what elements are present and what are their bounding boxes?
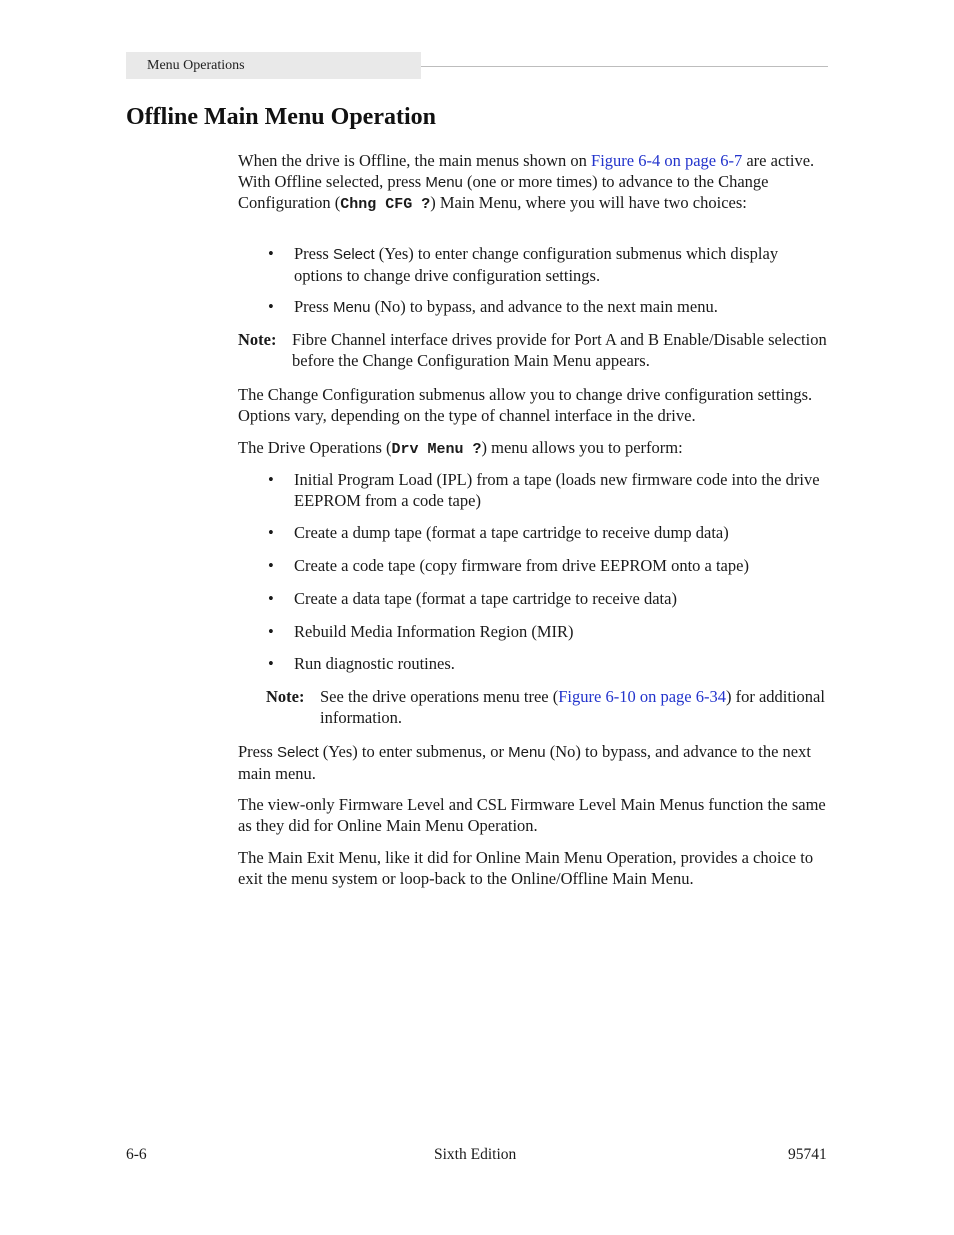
figure-6-10-link[interactable]: Figure 6-10 on page 6-34: [558, 687, 726, 706]
bullet-marker: •: [268, 654, 274, 673]
note-text: See the drive operations menu tree (Figure 6-10 on page 6-34) for additional information.: [320, 687, 825, 727]
figure-6-4-link[interactable]: Figure 6-4 on page 6-7: [591, 151, 743, 170]
note-text: Fibre Channel interface drives provide for Port A and B Enable/Disable selection before the Change Configuration Main Menu appears.: [292, 330, 827, 370]
menu-key: Menu: [425, 173, 463, 191]
bullet-marker: •: [268, 244, 274, 263]
paragraph-intro: When the drive is Offline, the main menus shown on Figure 6-4 on page 6-7 are active. With Offline selected, press Menu (one or more times) to advance to the Change Configuration (Chng CFG ?) Main Menu, where you will have two choices:: [238, 151, 815, 213]
list-item: Run diagnostic routines.: [294, 654, 455, 673]
select-key: Select: [332, 246, 375, 263]
menu-key: Menu: [508, 744, 546, 761]
paragraph-firmware-level: The view-only Firmware Level and CSL Firmware Level Main Menus function the same as they did for Online Main Menu Operation.: [238, 795, 826, 835]
note-label: Note:: [266, 687, 305, 706]
bullet-marker: •: [268, 523, 274, 542]
paragraph-drive-operations: The Drive Operations (Drv Menu ?) menu allows you to perform:: [238, 438, 683, 458]
running-header: [126, 52, 421, 79]
list-item: Initial Program Load (IPL) from a tape (loads new firmware code into the drive EEPROM from a code tape): [294, 470, 820, 510]
menu-key: Menu: [332, 299, 371, 316]
bullet-marker: •: [268, 556, 274, 575]
bullet-marker: •: [268, 589, 274, 608]
list-item: Create a code tape (copy firmware from drive EEPROM onto a tape): [294, 556, 749, 575]
list-item: Rebuild Media Information Region (MIR): [294, 622, 574, 641]
paragraph-change-config: The Change Configuration submenus allow you to change drive configuration settings. Options vary, depending on the type of channel interface in the drive.: [238, 385, 813, 425]
footer-doc-number: 95741: [788, 1146, 827, 1163]
list-item: Create a data tape (format a tape cartridge to receive data): [294, 589, 677, 608]
drv-menu-code: Drv Menu ?: [391, 441, 482, 458]
list-item: Create a dump tape (format a tape cartridge to receive dump data): [294, 523, 729, 542]
paragraph-main-exit: The Main Exit Menu, like it did for Online Main Menu Operation, provides a choice to exit the menu system or loop-back to the Online/Offline Main Menu.: [238, 848, 814, 888]
select-key: Select: [276, 744, 319, 761]
list-item: Press Menu (No) to bypass, and advance to the next main menu.: [294, 297, 718, 316]
note-label: Note:: [238, 330, 277, 349]
header-rule: [421, 66, 828, 67]
running-header-section: Menu Operations: [147, 58, 245, 73]
footer-edition: Sixth Edition: [434, 1146, 517, 1163]
bullet-marker: •: [268, 622, 274, 641]
bullet-marker: •: [268, 297, 274, 316]
list-item: Press Select (Yes) to enter change configuration submenus which display options to change drive configuration settings.: [294, 244, 779, 285]
bullet-marker: •: [268, 470, 274, 489]
paragraph-press-select: Press Select (Yes) to enter submenus, or Menu (No) to bypass, and advance to the next main menu.: [238, 742, 811, 783]
section-title: Offline Main Menu Operation: [126, 104, 436, 130]
footer-page-number: 6-6: [126, 1146, 147, 1163]
chng-cfg-code: Chng CFG ?: [340, 196, 431, 213]
